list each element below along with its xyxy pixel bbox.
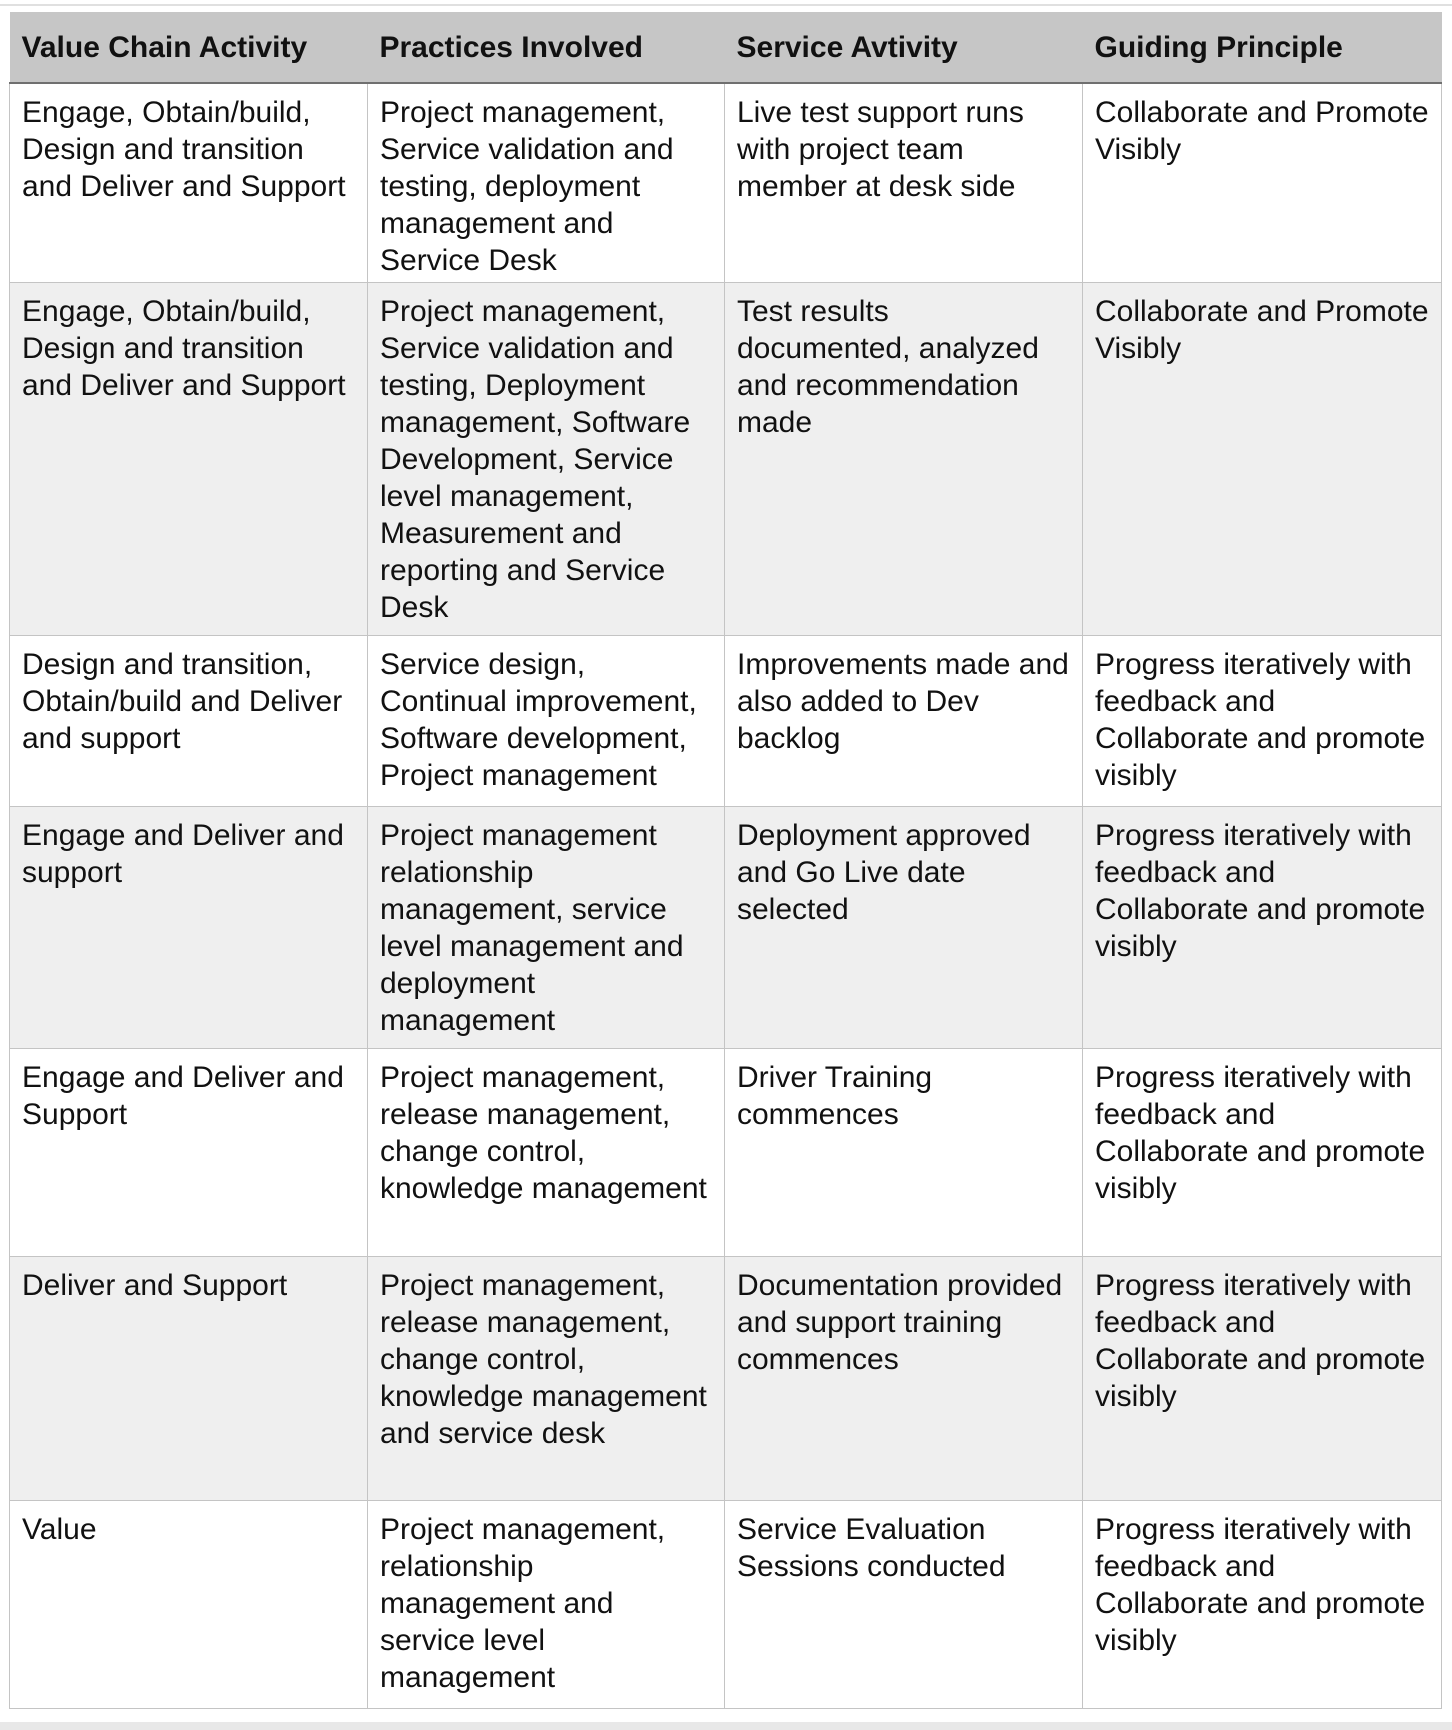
cell-service-activity: Live test support runs with project team member at desk side xyxy=(725,83,1083,283)
top-divider xyxy=(0,4,1452,6)
cell-practices-involved: Project management, Service validation and testing, Deployment management, Software Development, Service level management, Measurement and reporting and Service Desk xyxy=(368,283,725,636)
cell-guiding-principle: Collaborate and Promote Visibly xyxy=(1083,283,1442,636)
table-row xyxy=(10,807,1442,1049)
cell-practices-involved: Project management, release management, change control, knowledge management xyxy=(368,1049,725,1257)
cell-practices-involved: Service design, Continual improvement, Software development, Project management xyxy=(368,636,725,807)
header-value-chain-activity: Value Chain Activity xyxy=(10,12,368,83)
cell-value-chain-activity: Engage and Deliver and Support xyxy=(10,1049,368,1257)
cell-value-chain-activity: Engage, Obtain/build, Design and transition and Deliver and Support xyxy=(10,283,368,636)
cell-guiding-principle: Progress iteratively with feedback and Collaborate and promote visibly xyxy=(1083,1257,1442,1501)
table-body xyxy=(10,83,1442,1709)
cell-service-activity: Improvements made and also added to Dev backlog xyxy=(725,636,1083,807)
header-row xyxy=(10,12,1442,83)
header-practices-involved: Practices Involved xyxy=(368,12,725,83)
cell-service-activity: Service Evaluation Sessions conducted xyxy=(725,1501,1083,1709)
table-row xyxy=(10,283,1442,636)
value-chain-table xyxy=(9,12,1442,1709)
cell-service-activity: Test results documented, analyzed and recommendation made xyxy=(725,283,1083,636)
cell-practices-involved: Project management, release management, change control, knowledge management and service desk xyxy=(368,1257,725,1501)
cell-practices-involved: Project management, Service validation and testing, deployment management and Service Desk xyxy=(368,83,725,283)
table-row xyxy=(10,1501,1442,1709)
cell-value-chain-activity: Engage, Obtain/build, Design and transition and Deliver and Support xyxy=(10,83,368,283)
cell-value-chain-activity: Deliver and Support xyxy=(10,1257,368,1501)
cell-practices-involved: Project management, relationship management and service level management xyxy=(368,1501,725,1709)
table-row xyxy=(10,1049,1442,1257)
cell-guiding-principle: Collaborate and Promote Visibly xyxy=(1083,83,1442,283)
cell-value-chain-activity: Engage and Deliver and support xyxy=(10,807,368,1049)
table-row xyxy=(10,83,1442,283)
table-row xyxy=(10,636,1442,807)
cell-practices-involved: Project management relationship management, service level management and deployment management xyxy=(368,807,725,1049)
table-header xyxy=(10,12,1442,83)
cell-service-activity: Deployment approved and Go Live date selected xyxy=(725,807,1083,1049)
header-guiding-principle: Guiding Principle xyxy=(1083,12,1442,83)
cell-value-chain-activity: Design and transition, Obtain/build and Deliver and support xyxy=(10,636,368,807)
cell-service-activity: Driver Training commences xyxy=(725,1049,1083,1257)
cell-value-chain-activity: Value xyxy=(10,1501,368,1709)
cell-guiding-principle: Progress iteratively with feedback and Collaborate and promote visibly xyxy=(1083,636,1442,807)
cell-service-activity: Documentation provided and support training commences xyxy=(725,1257,1083,1501)
table-row xyxy=(10,1257,1442,1501)
cell-guiding-principle: Progress iteratively with feedback and Collaborate and promote visibly xyxy=(1083,807,1442,1049)
bottom-divider xyxy=(0,1722,1452,1730)
header-service-activity: Service Avtivity xyxy=(725,12,1083,83)
cell-guiding-principle: Progress iteratively with feedback and Collaborate and promote visibly xyxy=(1083,1049,1442,1257)
cell-guiding-principle: Progress iteratively with feedback and Collaborate and promote visibly xyxy=(1083,1501,1442,1709)
